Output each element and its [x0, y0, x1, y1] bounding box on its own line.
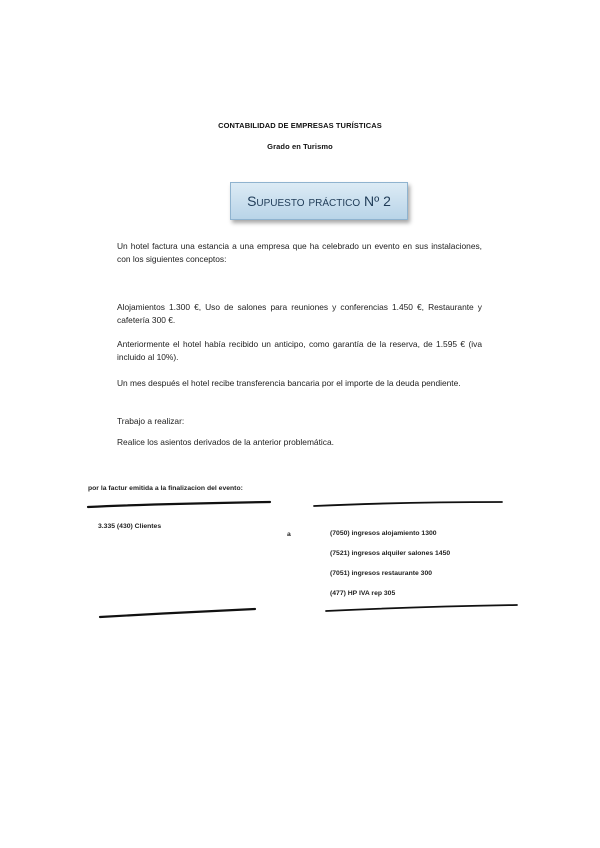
- degree-label: Grado en Turismo: [267, 142, 333, 151]
- credit-entry-iva: (477) HP IVA rep 305: [330, 590, 396, 597]
- bottom-right-line: [326, 605, 517, 611]
- debit-entry: 3.335 (430) Clientes: [98, 523, 162, 530]
- bottom-left-line: [100, 609, 255, 617]
- advance-paragraph: Anteriormente el hotel había recibido un anticipo, como garantía de la reserva, de 1.595 € (iva incluido al 10%).: [117, 339, 482, 362]
- credit-entry-restaurante: (7051) ingresos restaurante 300: [330, 570, 433, 577]
- task-paragraph: Realice los asientos derivados de la anterior problemática.: [117, 437, 334, 447]
- exercise-title: Supuesto práctico Nº 2: [247, 193, 391, 209]
- credit-entry-alojamiento: (7050) ingresos alojamiento 1300: [330, 530, 437, 537]
- course-title: CONTABILIDAD DE EMPRESAS TURÍSTICAS: [218, 121, 382, 130]
- credit-entry-salones: (7521) ingresos alquiler salones 1450: [330, 550, 451, 557]
- top-left-line: [88, 502, 270, 507]
- entry-heading: por la factur emitida a la finalizacion del evento:: [88, 485, 243, 492]
- task-label: Trabajo a realizar:: [117, 416, 185, 426]
- concepts-paragraph: Alojamientos 1.300 €, Uso de salones para reuniones y conferencias 1.450 €, Restaurante y cafetería 300 €.: [117, 302, 482, 325]
- top-right-line: [314, 502, 502, 506]
- intro-paragraph: Un hotel factura una estancia a una empresa que ha celebrado un evento en sus instalaciones, con los siguientes conceptos:: [117, 241, 482, 264]
- entry-separator: a: [287, 531, 291, 538]
- transfer-paragraph: Un mes después el hotel recibe transferencia bancaria por el importe de la deuda pendiente.: [117, 378, 461, 388]
